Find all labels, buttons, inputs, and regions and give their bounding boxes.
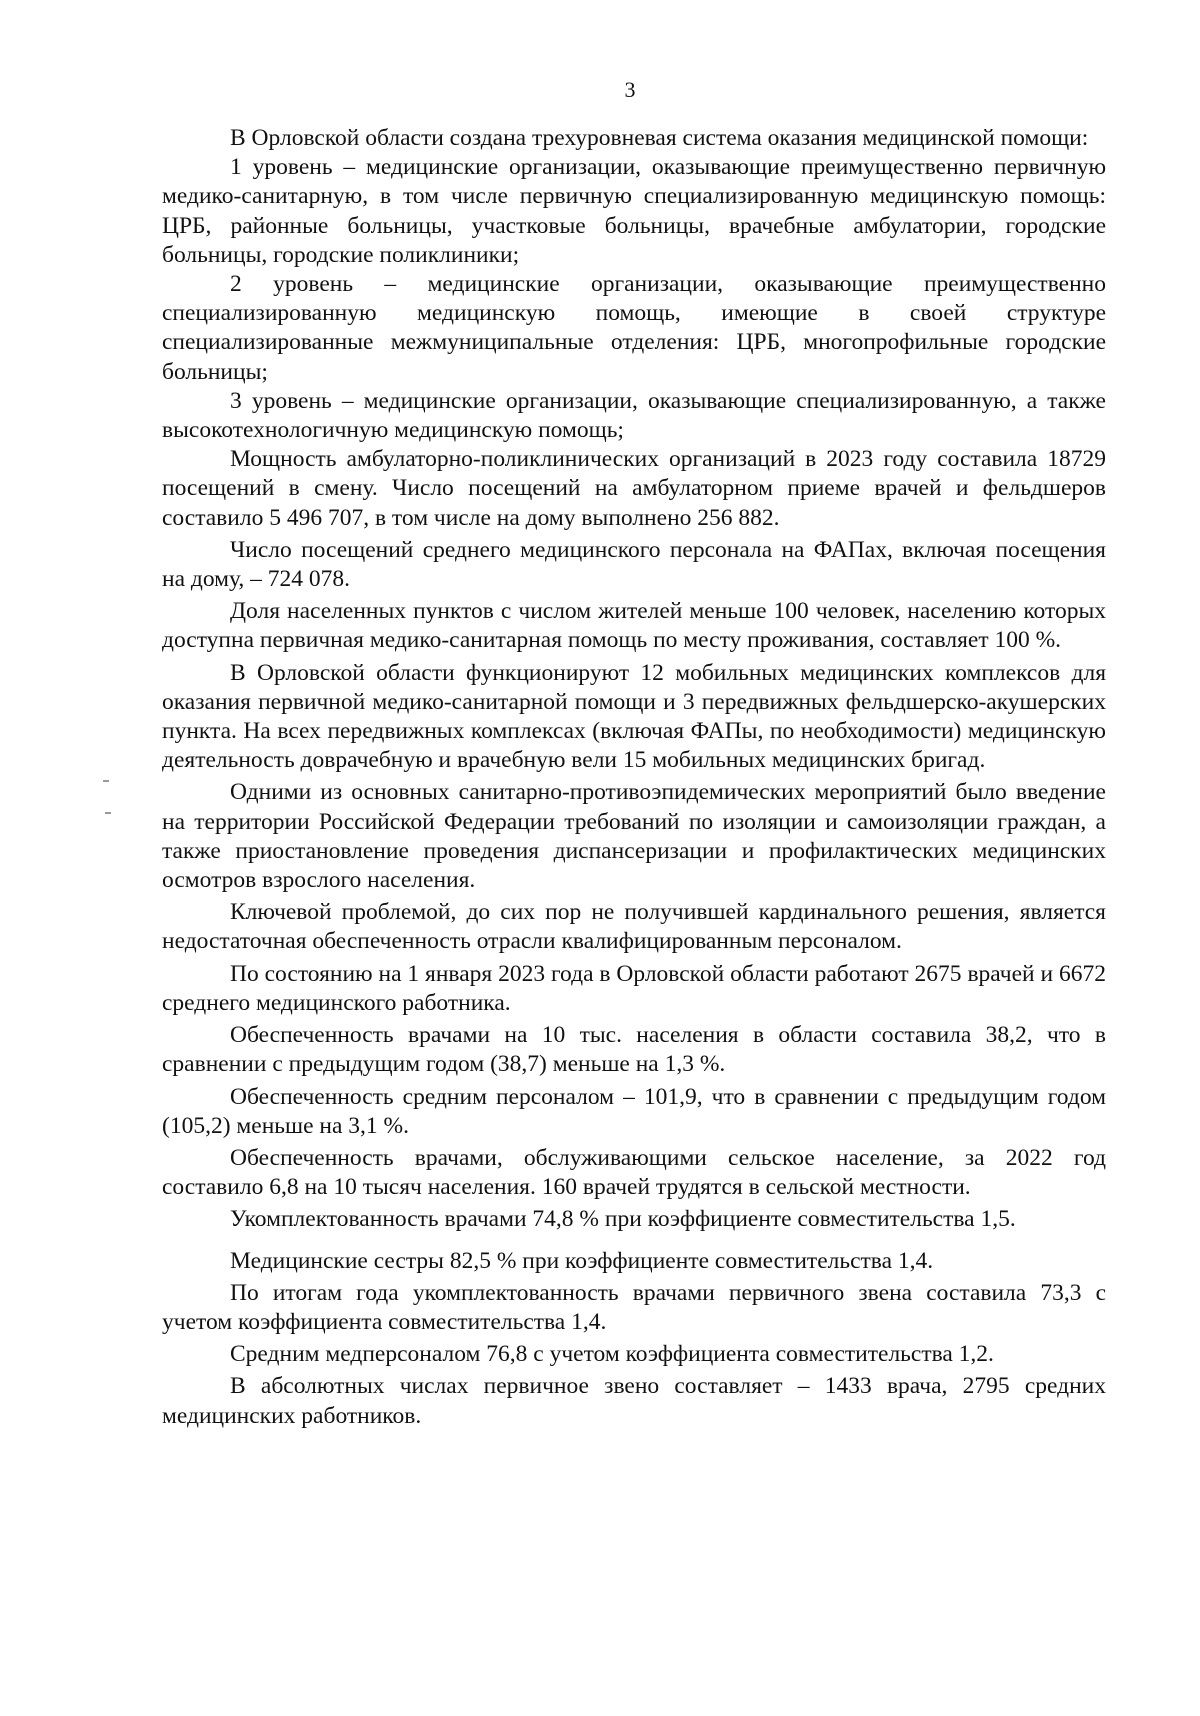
paragraph-level-3: 3 уровень – медицинские организации, оказывающие специализированную, а также высокотехнологичную медицинскую помощь; [162,387,1106,444]
document-body [162,124,1106,1434]
paragraph-fap-visits: Число посещений среднего медицинского персонала на ФАПах, включая посещения на дому, – 724 078. [162,536,1106,593]
paragraph-nurse-staffing: Медицинские сестры 82,5 % при коэффициенте совместительства 1,4. [230,1247,934,1274]
paragraph-sanitary-measures: Одними из основных санитарно-противоэпидемических мероприятий было введение на территории Российской Федерации требований по изоляции и самоизоляции граждан, а также приостановление проведения диспансеризации и профилактических медицинских осмотров взрослого населения. [162,779,1106,894]
paragraph-mobile-complexes: В Орловской области функционируют 12 мобильных медицинских комплексов для оказания первичной медико-санитарной помощи и 3 передвижных фельдшерско-акушерских пункта. На всех передвижных комплексах (включая ФАПы, по необходимости) медицинскую деятельность доврачебную и врачебную вели 15 мобильных медицинских бригад. [162,659,1106,774]
page-number: 3 [624,77,636,102]
paragraph-doctor-supply: Обеспеченность врачами на 10 тыс. населения в области составила 38,2, что в сравнении с предыдущим годом (38,7) меньше на 1,3 %. [162,1022,1106,1078]
paragraph-absolute-numbers: В абсолютных числах первичное звено составляет – 1433 врача, 2795 средних медицинских работников. [162,1373,1106,1429]
paragraph-settlements-access: Доля населенных пунктов с числом жителей меньше 100 человек, населению которых доступна первичная медико-санитарная помощь по месту проживания, составляет 100 %. [162,598,1106,654]
paragraph-system-intro: В Орловской области создана трехуровневая система оказания медицинской помощи: [230,125,1089,151]
scan-artifact-mark [105,812,111,814]
paragraph-staff-count: По состоянию на 1 января 2023 года в Орловской области работают 2675 врачей и 6672 среднего медицинского работника. [162,960,1106,1016]
paragraph-rural-doctors: Обеспеченность врачами, обслуживающими сельское население, за 2022 год составило 6,8 на 10 тысяч населения. 160 врачей трудятся в сельской местности. [162,1144,1106,1201]
paragraph-level-2: 2 уровень – медицинские организации, оказывающие преимущественно специализированную медицинскую помощь, имеющие в своей структуре специализированные межмуниципальные отделения: ЦРБ, многопрофильные городские больницы; [162,271,1106,385]
paragraph-primary-doctors: По итогам года укомплектованность врачами первичного звена составила 73,3 с учетом коэффициента совместительства 1,4. [162,1279,1106,1335]
scan-artifact-mark [103,780,109,782]
paragraph-doctor-staffing: Укомплектованность врачами 74,8 % при коэффициенте совместительства 1,5. [230,1206,1016,1233]
paragraph-level-1: 1 уровень – медицинские организации, оказывающие преимущественно первичную медико-санитарную, в том числе первичную специализированную медицинскую помощь: ЦРБ, районные больницы, участковые больницы, врачебные амбулатории, городские больницы, городские поликлиники; [162,154,1106,268]
paragraph-staffing-problem: Ключевой проблемой, до сих пор не получившей кардинального решения, является недостаточная обеспеченность отрасли квалифицированным персоналом. [162,899,1106,955]
paragraph-nurse-supply: Обеспеченность средним персоналом – 101,9, что в сравнении с предыдущим годом (105,2) меньше на 3,1 %. [162,1083,1106,1139]
paragraph-primary-nurses: Средним медперсоналом 76,8 с учетом коэффициента совместительства 1,2. [230,1341,994,1368]
paragraph-outpatient-capacity: Мощность амбулаторно-поликлинических организаций в 2023 году составила 18729 посещений в смену. Число посещений на амбулаторном приеме врачей и фельдшеров составило 5 496 707, в том числе на дому выполнено 256 882. [162,446,1106,531]
